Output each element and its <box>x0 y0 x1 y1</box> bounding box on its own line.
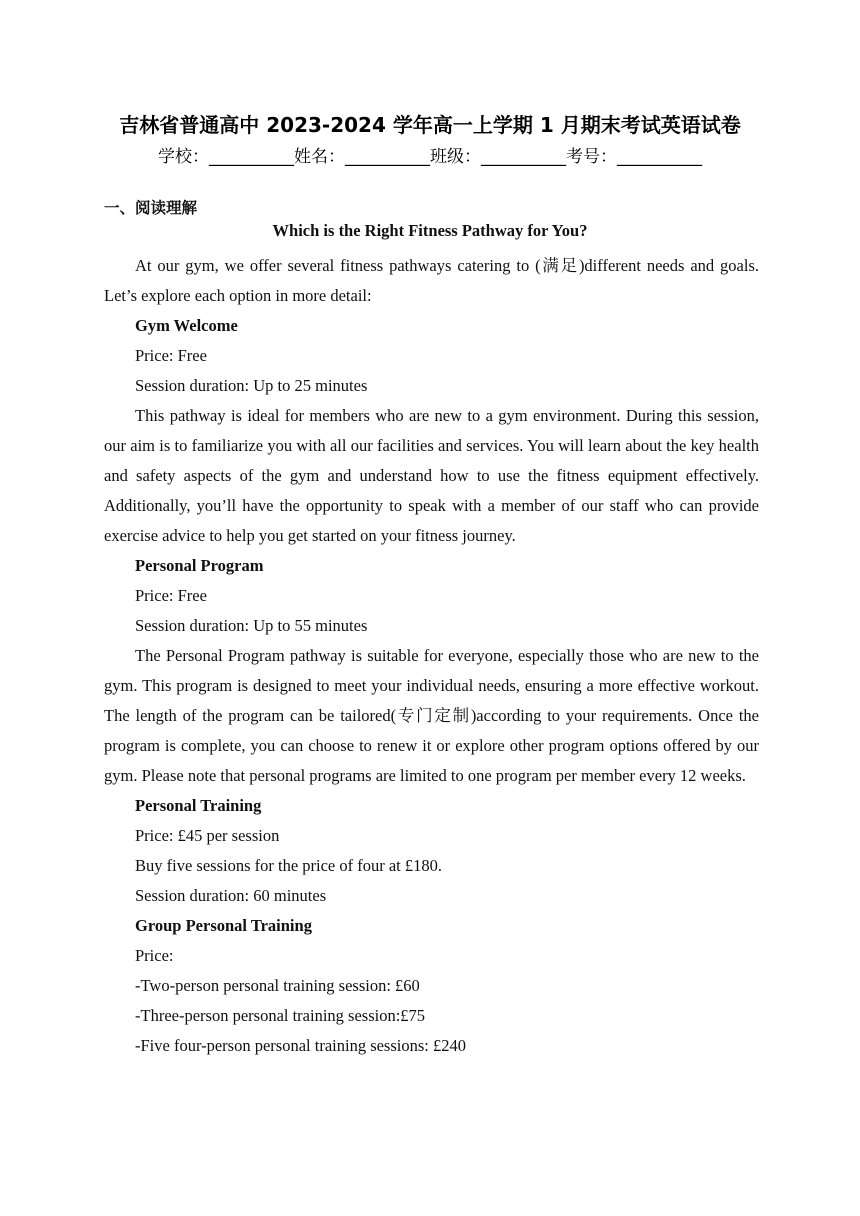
gym-welcome-heading: Gym Welcome <box>135 316 238 335</box>
group-training-heading: Group Personal Training <box>135 916 312 935</box>
section-heading: 一、阅读理解 <box>104 199 198 217</box>
exam-number-field: 考号：__________ <box>566 147 702 167</box>
personal-training-duration: Session duration: 60 minutes <box>135 886 327 905</box>
name-field: 姓名：__________ <box>294 147 430 167</box>
personal-training-price: Price: £45 per session <box>135 826 280 845</box>
article-body <box>104 251 759 1061</box>
class-field: 班级：__________ <box>430 147 566 167</box>
group-training-two-person: -Two-person personal training session: £60 <box>135 976 420 995</box>
group-training-three-person: -Three-person personal training session:£75 <box>135 1006 426 1025</box>
personal-program-heading: Personal Program <box>135 556 264 575</box>
school-field: 学校：__________ <box>158 147 294 167</box>
gym-welcome-duration: Session duration: Up to 25 minutes <box>135 376 368 395</box>
personal-training-heading: Personal Training <box>135 796 262 815</box>
personal-program-price: Price: Free <box>135 586 207 605</box>
gym-welcome-price: Price: Free <box>135 346 207 365</box>
exam-title: 吉林省普通高中 2023-2024 学年高一上学期 1 月期末考试英语试卷 <box>119 113 741 137</box>
student-info-line <box>0 145 860 169</box>
article-title: Which is the Right Fitness Pathway for You? <box>272 221 588 240</box>
gym-welcome-description: This pathway is ideal for members who are new to a gym environment. During this session, our aim is to familiarize you with all our facilities and services. You will learn about the key health and safety aspects of the gym and understand how to use the fitness equipment effectively. Additionally, you’ll have the opportunity to speak with a member of our staff who can provide exercise advice to help you get started on your fitness journey. <box>104 406 759 545</box>
personal-training-offer: Buy five sessions for the price of four at £180. <box>135 856 443 875</box>
personal-program-description: The Personal Program pathway is suitable for everyone, especially those who are new to the gym. This program is designed to meet your individual needs, ensuring a more effective workout. The length of the program can be tailored(专门定制)according to your requirements. Once the program is complete, you can choose to renew it or explore other program options offered by our gym. Please note that personal programs are limited to one program per member every 12 weeks. <box>104 646 759 785</box>
group-training-price-label: Price: <box>135 946 174 965</box>
personal-program-duration: Session duration: Up to 55 minutes <box>135 616 368 635</box>
group-training-five-four-person: -Five four-person personal training sessions: £240 <box>135 1036 466 1055</box>
intro-paragraph: At our gym, we offer several fitness pathways catering to (满足)different needs and goals. Let’s explore each option in more detail: <box>104 256 759 305</box>
